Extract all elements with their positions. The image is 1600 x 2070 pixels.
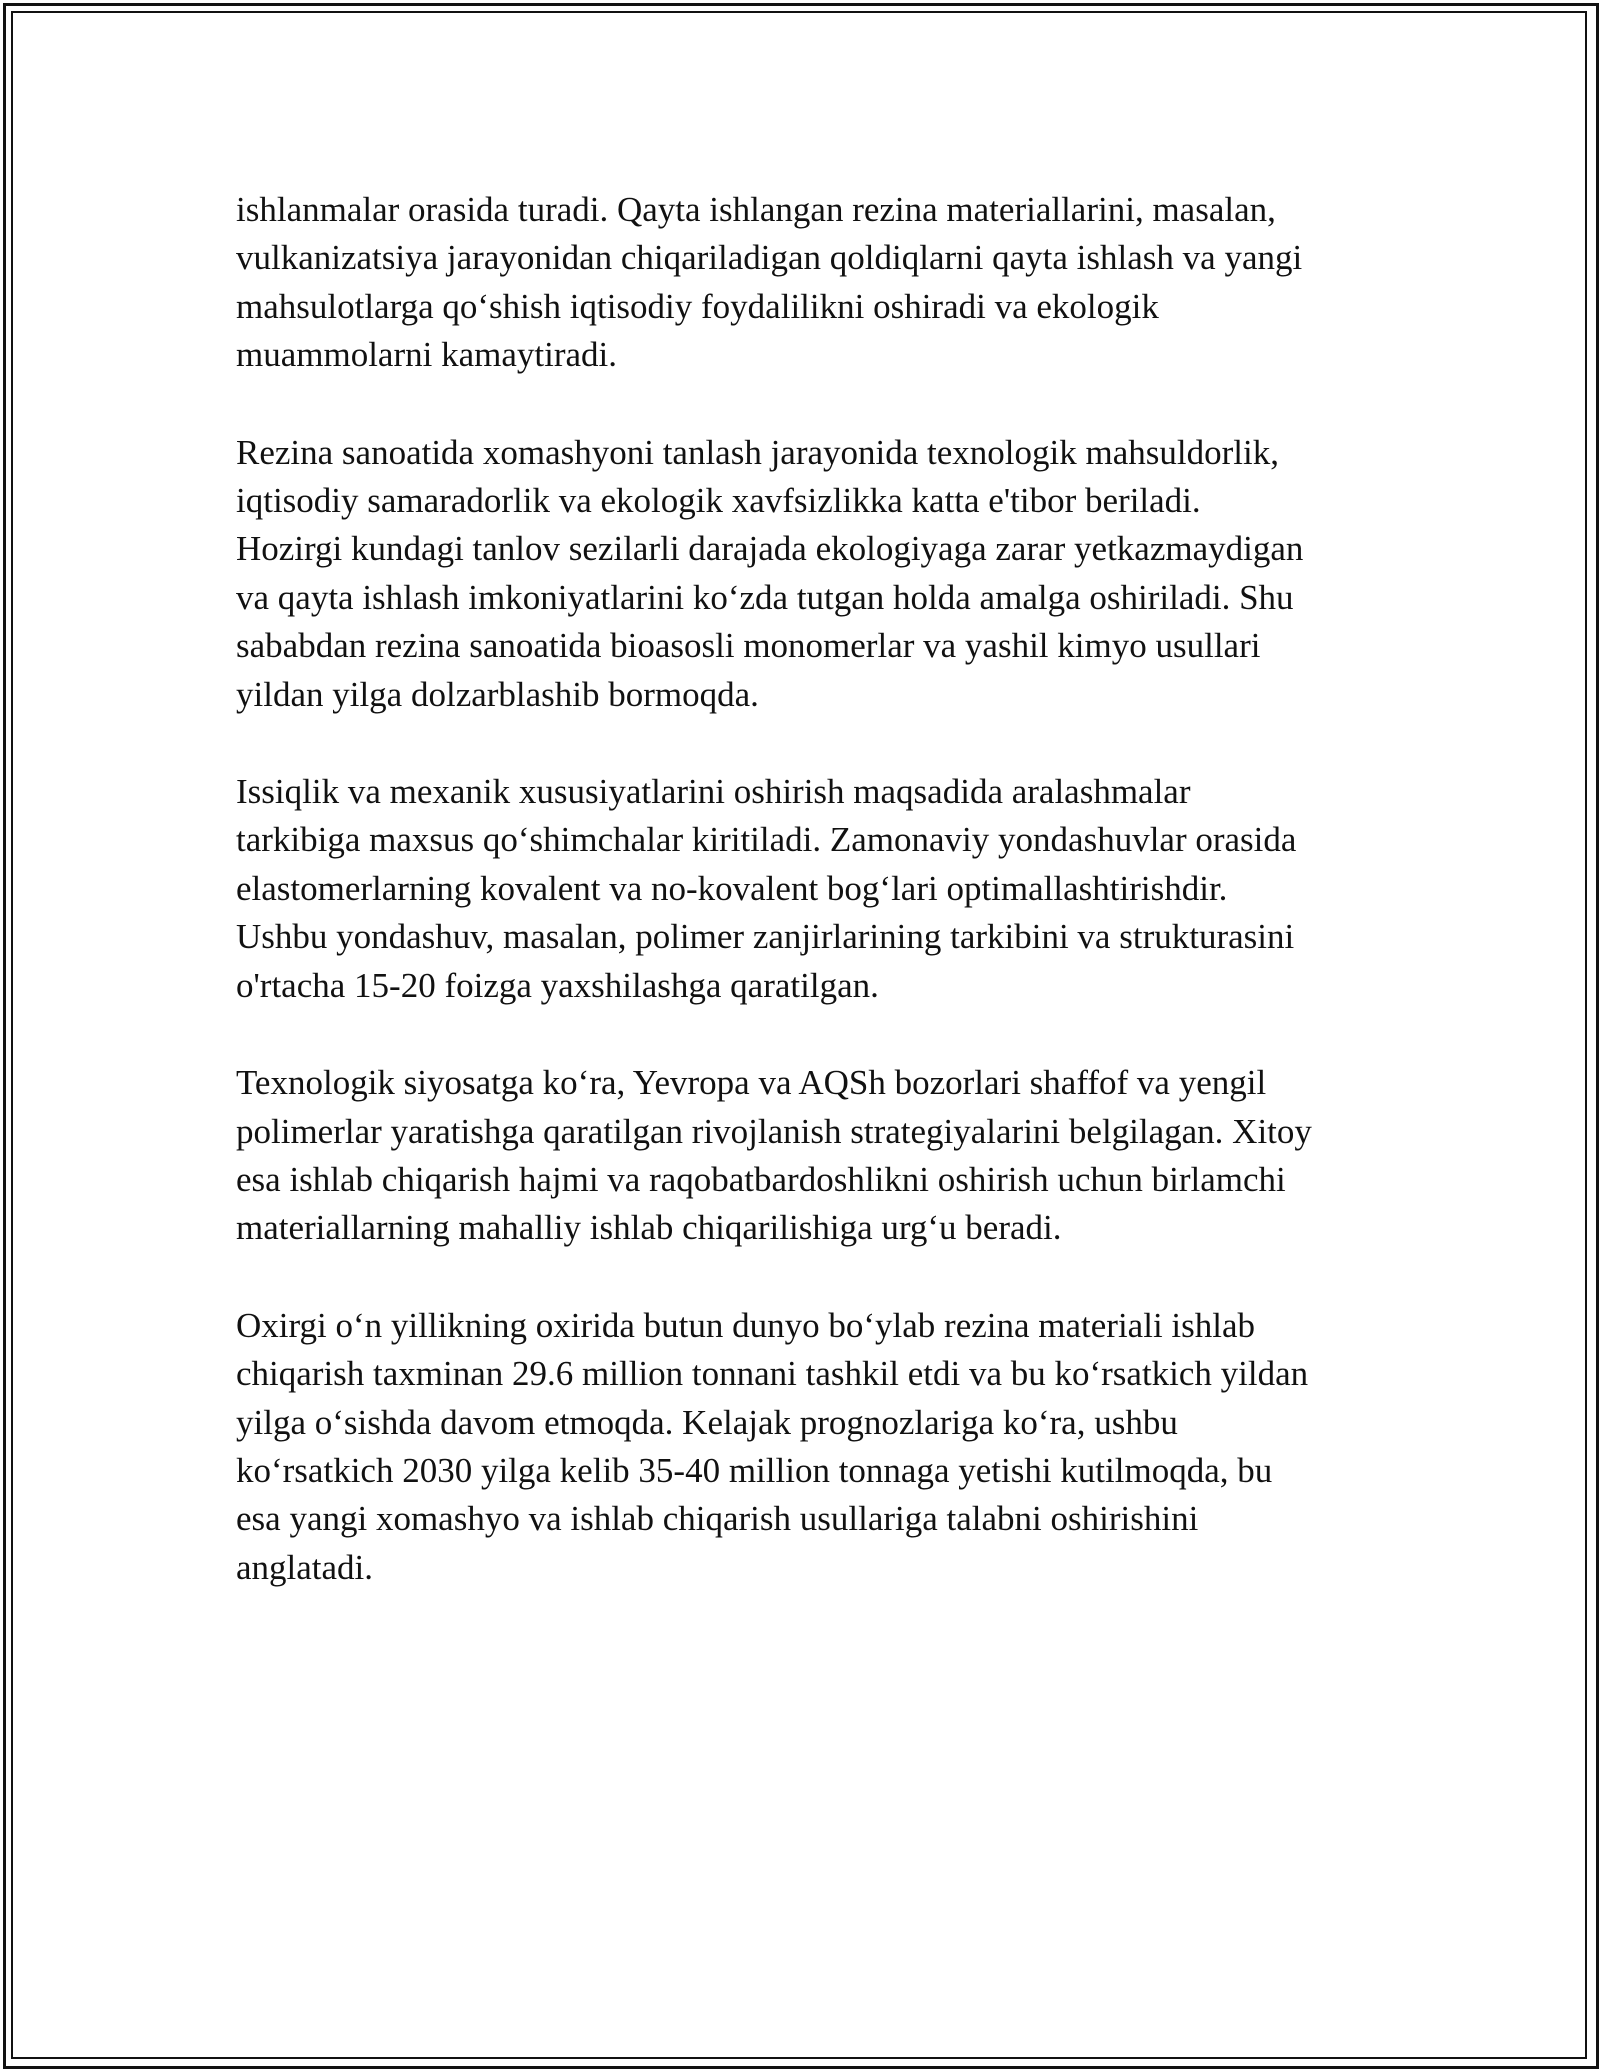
text-line: iqtisodiy samaradorlik va ekologik xavfsizlikka katta e'tibor beriladi. xyxy=(236,481,1201,521)
document-body xyxy=(236,186,1376,1641)
text-line: esa ishlab chiqarish hajmi va raqobatbardoshlikni oshirish uchun birlamchi xyxy=(236,1159,1286,1199)
text-line: polimerlar yaratishga qaratilgan rivojlanish strategiyalarini belgilagan. Xitoy xyxy=(236,1111,1312,1151)
text-line: tarkibiga maxsus qo‘shimchalar kiritiladi. Zamonaviy yondashuvlar orasida xyxy=(236,820,1297,860)
text-line: va qayta ishlash imkoniyatlarini ko‘zda tutgan holda amalga oshiriladi. Shu xyxy=(236,577,1294,617)
text-line: Issiqlik va mexanik xususiyatlarini oshirish maqsadida aralashmalar xyxy=(236,772,1191,812)
text-line: chiqarish taxminan 29.6 million tonnani tashkil etdi va bu ko‘rsatkich yildan xyxy=(236,1354,1309,1394)
text-line: sababdan rezina sanoatida bioasosli monomerlar va yashil kimyo usullari xyxy=(236,626,1261,666)
paragraph-raw-material-selection xyxy=(236,429,1376,719)
text-line: Hozirgi kundagi tanlov sezilarli darajada ekologiyaga zarar yetkazmaydigan xyxy=(236,529,1304,569)
text-line: ko‘rsatkich 2030 yilga kelib 35-40 million tonnaga yetishi kutilmoqda, bu xyxy=(236,1450,1273,1490)
text-line: Oxirgi o‘n yillikning oxirida butun dunyo bo‘ylab rezina materiali ishlab xyxy=(236,1305,1256,1345)
text-line: anglatadi. xyxy=(236,1547,374,1587)
text-line: materiallarning mahalliy ishlab chiqarilishiga urg‘u beradi. xyxy=(236,1208,1062,1248)
text-line: elastomerlarning kovalent va no-kovalent bog‘lari optimallashtirishdir. xyxy=(236,868,1228,908)
text-line: esa yangi xomashyo va ishlab chiqarish usullariga talabni oshirishini xyxy=(236,1499,1199,1539)
text-line: Texnologik siyosatga ko‘ra, Yevropa va AQSh bozorlari shaffof va yengil xyxy=(236,1063,1267,1103)
text-line: Ushbu yondashuv, masalan, polimer zanjirlarining tarkibini va strukturasini xyxy=(236,917,1295,957)
text-line: ishlanmalar orasida turadi. Qayta ishlangan rezina materiallarini, masalan, xyxy=(236,190,1276,229)
text-line: muammolarni kamaytiradi. xyxy=(236,335,618,375)
text-line: vulkanizatsiya jarayonidan chiqariladigan qoldiqlarni qayta ishlash va yangi xyxy=(236,238,1303,278)
text-line: Rezina sanoatida xomashyoni tanlash jarayonida texnologik mahsuldorlik, xyxy=(236,432,1279,472)
paragraph-additives xyxy=(236,768,1376,1010)
text-line: mahsulotlarga qo‘shish iqtisodiy foydalilikni oshiradi va ekologik xyxy=(236,286,1159,326)
text-line: yilga o‘sishda davom etmoqda. Kelajak prognozlariga ko‘ra, ushbu xyxy=(236,1402,1178,1442)
text-line: o'rtacha 15-20 foizga yaxshilashga qaratilgan. xyxy=(236,965,879,1005)
paragraph-recycling xyxy=(236,186,1376,380)
text-line: yildan yilga dolzarblashib bormoqda. xyxy=(236,674,759,714)
paragraph-production-forecast xyxy=(236,1302,1376,1592)
paragraph-policy xyxy=(236,1059,1376,1253)
